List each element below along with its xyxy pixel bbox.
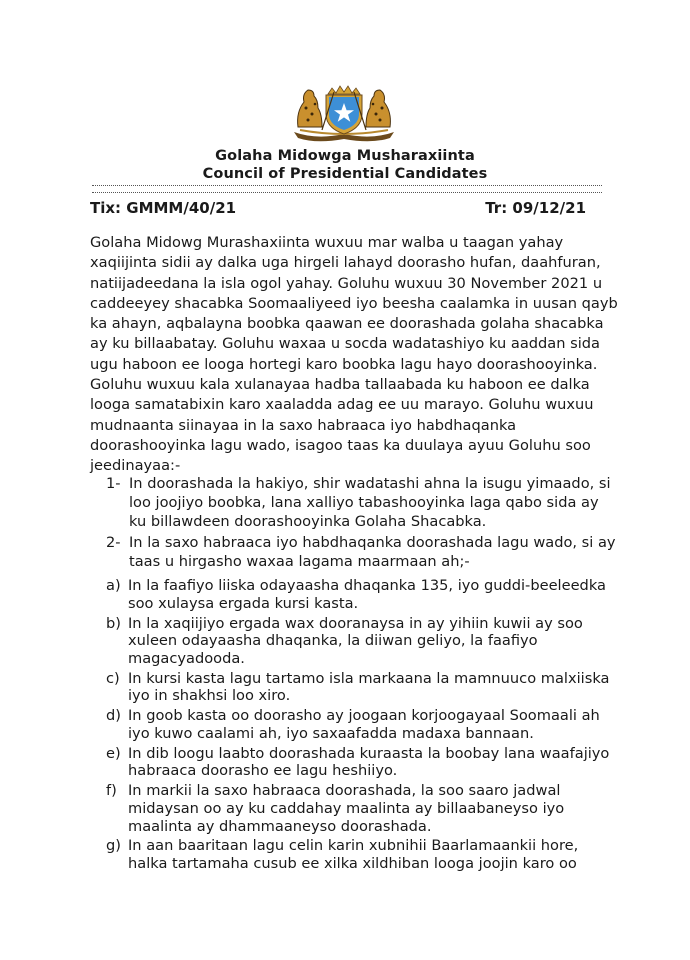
list-item [106,670,616,705]
lettered-list [106,577,616,875]
list-item [106,533,616,571]
list-item-text: In la faafiyo liiska odayaasha dhaqanka 135, iyo guddi-beeleedka soo xulaysa ergada kursi kasta. [128,577,606,612]
list-item [106,474,616,531]
list-item-letter: f) [106,782,117,800]
list-item [106,745,616,780]
list-item-letter: b) [106,614,121,632]
list-item-letter: a) [106,577,121,594]
list-item-letter: g) [106,837,121,855]
list-item-text: In markii la saxo habraaca doorashada, la soo saaro jadwal midaysan oo ay ku caddahay maalinta ay billaabaneyso iyo maalinta ay dhammaaneyso doorashada. [128,782,565,835]
list-item [106,615,616,668]
reference-number: Tix: GMMM/40/21 [90,199,237,217]
list-item-number: 2- [106,534,121,551]
list-item [106,577,616,612]
list-item-number: 1- [106,475,121,492]
list-item-text: In aan baaritaan lagu celin karin xubnihii Baarlamaankii hore, halka tartamaha cusub ee xilka xildhiban looga joojin karo oo [128,837,579,873]
list-item-letter: d) [106,707,121,725]
list-item [106,837,616,872]
list-item-letter: e) [106,744,121,762]
document-date: Tr: 09/12/21 [485,199,586,217]
org-name-somali: Golaha Midowga Musharaxiinta [215,148,475,164]
org-name-english: Council of Presidential Candidates [202,166,488,182]
body-paragraph: Golaha Midowg Murashaxiinta wuxuu mar walba u taagan yahay xaqiijinta sidii ay dalka uga hirgeli lahayd doorasho hufan, daahfuran, natiijadeedana la isla ogol yahay. Goluhu wuxuu 30 November 2021 u caddeeyey shacabka Soomaaliyeed iyo beesha caalamka in uusan qayb ka ahayn, aqbalayna boobka qaawan ee doorashada golaha shacabka ay ku billaabatay. Goluhu waxaa u socda wadatashiyo ku aaddan sida ugu haboon ee looga hortegi karo boobka lagu hayo doorashooyinka. Goluhu wuxuu kala xulanayaa hadba tallaabada ku haboon ee dalka looga samatabixin karo xaaladda adag ee uu marayo. Goluhu wuxuu mudnaanta siinayaa in la saxo habraaca iyo habdhaqanka doorashooyinka lagu wado, isagoo taas ka duulaya ayuu Goluhu soo jeedinayaa:- [90,234,618,475]
list-item-text: In kursi kasta lagu tartamo isla markaana la mamnuuco malxiiska iyo in shakhsi loo xiro. [128,669,610,705]
list-item-text: In la xaqiijiyo ergada wax dooranaysa in ay yihiin kuwii ay soo xuleen odayaasha dhaqanka, la diiwan geliyo, la faafiyo magacyadooda. [128,614,583,667]
list-item-letter: c) [106,669,120,687]
list-item-text: In doorashada la hakiyo, shir wadatashi ahna la isugu yimaado, si loo joojiyo boobka, lana xalliyo tabashooyinka laga qabo sida ay ku billawdeen doorashooyinka Golaha Shacabka. [129,475,611,530]
list-item [106,782,616,835]
numbered-list [106,474,616,573]
list-item-text: In dib loogu laabto doorashada kuraasta la boobay lana waafajiyo habraaca doorasho ee lagu heshiiyo. [128,744,610,780]
header-divider [92,185,602,193]
list-item [106,707,616,742]
list-item-text: In goob kasta oo doorasho ay joogaan korjoogayaal Soomaali ah iyo kuwo caalami ah, iyo saxaafadda madaxa bannaan. [128,707,600,742]
list-item-text: In la saxo habraaca iyo habdhaqanka doorashada lagu wado, si ay taas u hirgasho waxaa lagama maarmaan ah;- [129,534,616,570]
coat-of-arms-icon [288,82,400,142]
